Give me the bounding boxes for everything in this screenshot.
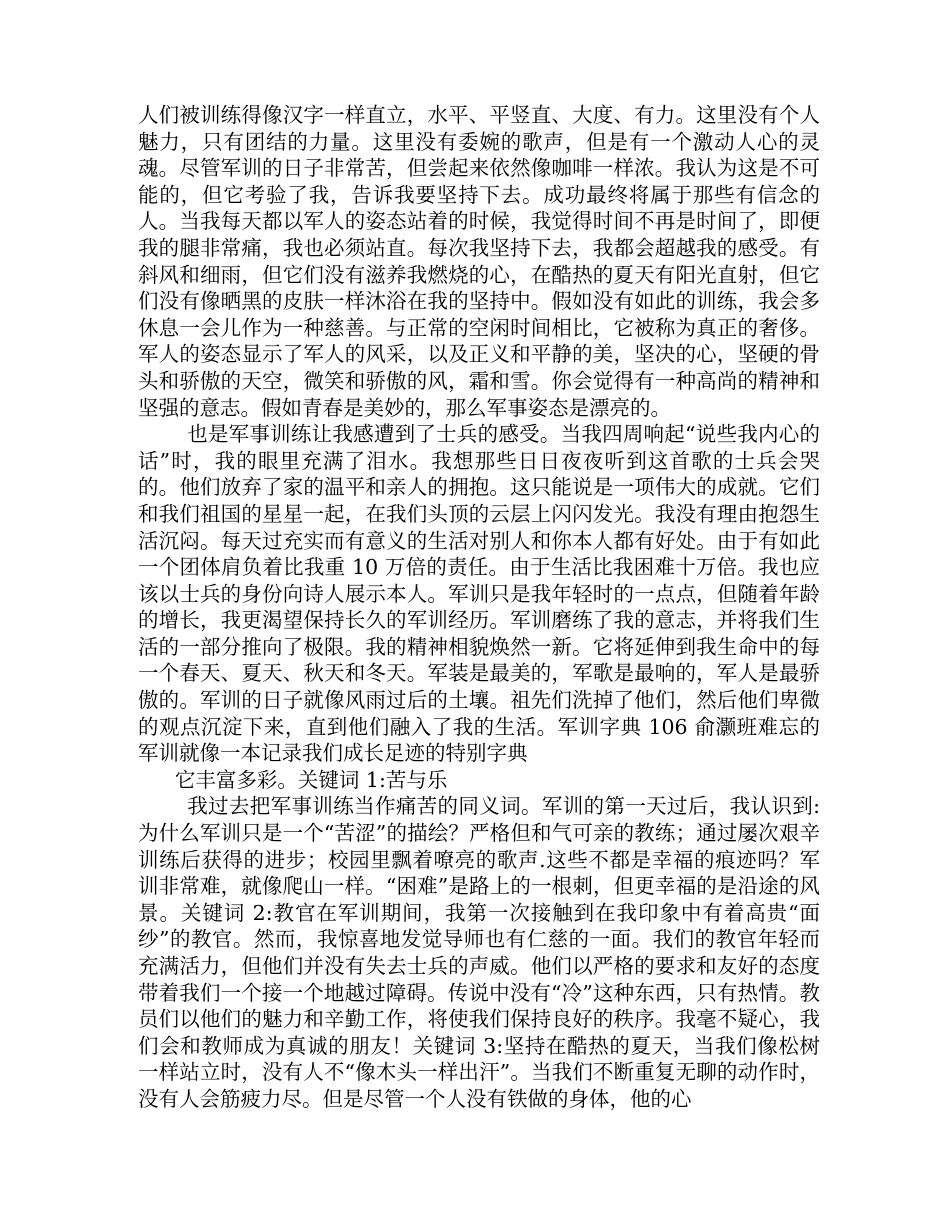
document-page xyxy=(138,102,820,1113)
paragraph-1: 人们被训练得像汉字一样直立，水平、平竖直、大度、有力。这里没有个人魅力，只有团结的力量。这里没有委婉的歌声，但是有一个激动人心的灵魂。尽管军训的日子非常苦，但尝起来依然像咖啡一样浓。我认为这是不可能的，但它考验了我，告诉我要坚持下去。成功最终将属于那些有信念的人。当我每天都以军人的姿态站着的时候，我觉得时间不再是时间了，即便我的腿非常痛，我也必须站直。每次我坚持下去，我都会超越我的感受。有斜风和细雨，但它们没有滋养我燃烧的心，在酷热的夏天有阳光直射，但它们没有像晒黑的皮肤一样沐浴在我的坚持中。假如没有如此的训练，我会多休息一会儿作为一种慈善。与正常的空闲时间相比，它被称为真正的奢侈。军人的姿态显示了军人的风采，以及正义和平静的美，坚决的心，坚硬的骨头和骄傲的天空，微笑和骄傲的风，霜和雪。你会觉得有一种高尚的精神和坚强的意志。假如青春是美妙的，那么军事姿态是漂亮的。 xyxy=(138,103,820,420)
paragraph-4: 我过去把军事训练当作痛苦的同义词。军训的第一天过后，我认识到:为什么军训只是一个“苦涩”的描绘？严格但和气可亲的教练；通过屡次艰辛训练后获得的进步；校园里飘着嘹亮的歌声.这些不都是幸福的痕迹吗？军训非常难，就像爬山一样。“困难”是路上的一根刺，但更幸福的是沿途的风景。关键词 2:教官在军训期间，我第一次接触到在我印象中有着高贵“面纱”的教官。然而，我惊喜地发觉导师也有仁慈的一面。我们的教官年轻而充满活力，但他们并没有失去士兵的声威。他们以严格的要求和友好的态度带着我们一个接一个地越过障碍。传说中没有“冷”这种东西，只有热情。教员们以他们的魅力和辛勤工作，将使我们保持良好的秩序。我毫不疑心，我们会和教师成为真诚的朋友！关键词 3:坚持在酷热的夏天，当我们像松树一样站立时，没有人不“像木头一样出汗”。当我们不断重复无聊的动作时，没有人会筋疲力尽。但是尽管一个人没有铁做的身体，他的心 xyxy=(138,794,820,1111)
paragraph-2: 也是军事训练让我感遭到了士兵的感受。当我四周响起“说些我内心的话”时，我的眼里充满了泪水。我想那些日日夜夜听到这首歌的士兵会哭的。他们放弃了家的温平和亲人的拥抱。这只能说是一项伟大的成就。它们和我们祖国的星星一起，在我们头顶的云层上闪闪发光。我没有理由抱怨生活沉闷。每天过充实而有意义的生活对别人和你本人都有好处。由于有如此一个团体肩负着比我重 10 万倍的责任。由于生活比我困难十万倍。我也应该以士兵的身份向诗人展示本人。军训只是我年轻时的一点点，但随着年龄的增长，我更渴望保持长久的军训经历。军训磨练了我的意志，并将我们生活的一部分推向了极限。我的精神相貌焕然一新。它将延伸到我生命中的每一个春天、夏天、秋天和冬天。军装是最美的，军歌是最响的，军人是最骄傲的。军训的日子就像风雨过后的土壤。祖先们洗掉了他们，然后他们卑微的观点沉淀下来，直到他们融入了我的生活。军训字典 106 俞灏班难忘的军训就像一本记录我们成长足迹的特别字典 xyxy=(138,422,820,766)
paragraph-3: 它丰富多彩。关键词 1:苦与乐 xyxy=(174,767,448,792)
